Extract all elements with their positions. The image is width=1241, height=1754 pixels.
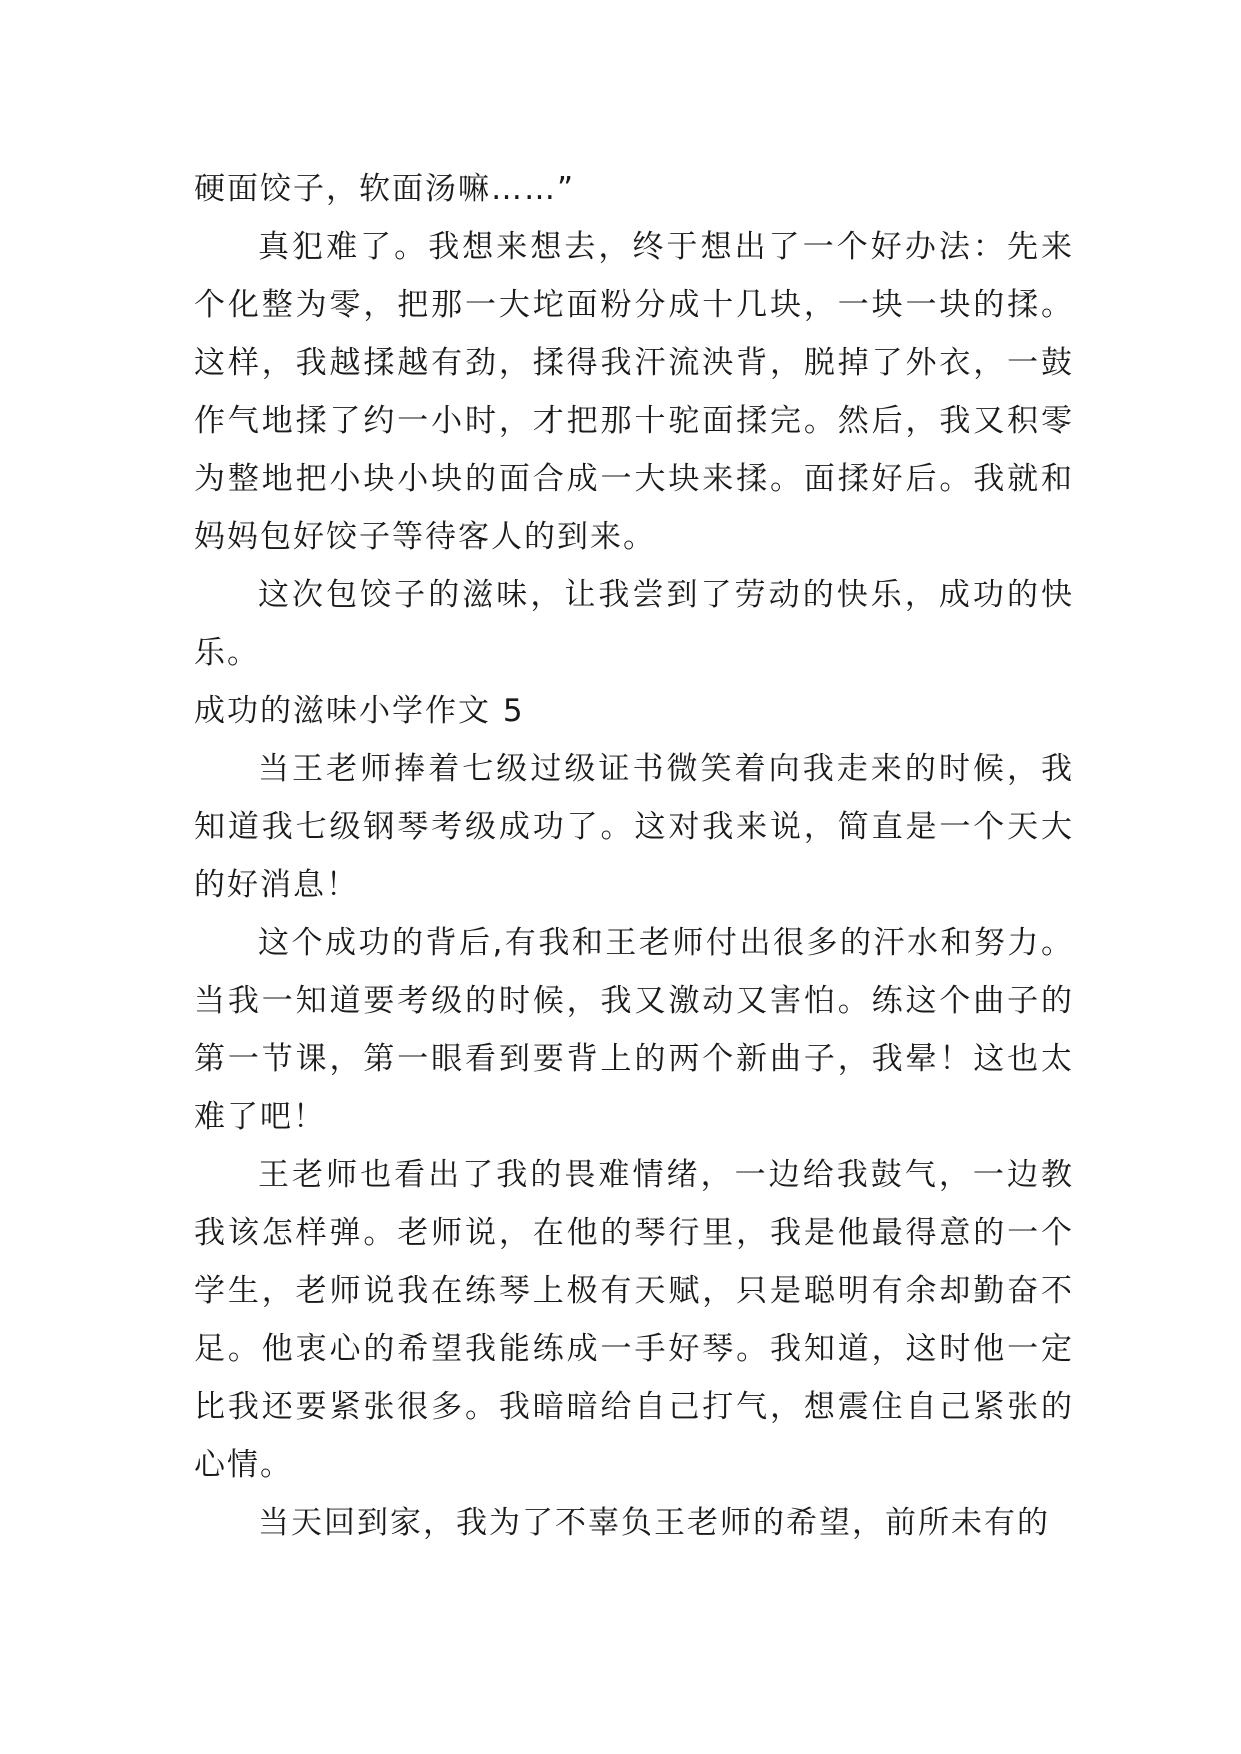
paragraph: 真犯难了。我想来想去，终于想出了一个好办法：先来个化整为零，把那一大坨面粉分成十几块，一块一块的揉。这样，我越揉越有劲，揉得我汗流泱背，脱掉了外衣，一鼓作气地揉了约一小时，才把那十驼面揉完。然后，我又积零为整地把小块小块的面合成一大块来揉。面揉好后。我就和妈妈包好饺子等待客人的到来。 — [194, 229, 1074, 555]
section-heading: 成功的滋味小学作文 5 — [194, 693, 525, 729]
paragraph: 当天回到家，我为了不辜负王老师的希望，前所未有的 — [258, 1505, 1050, 1541]
paragraph: 当王老师捧着七级过级证书微笑着向我走来的时候，我知道我七级钢琴考级成功了。这对我来说，简直是一个天大的好消息！ — [194, 751, 1074, 903]
paragraph: 这个成功的背后,有我和王老师付出很多的汗水和努力。当我一知道要考级的时候，我又激动又害怕。练这个曲子的第一节课，第一眼看到要背上的两个新曲子，我晕！这也太难了吧！ — [194, 925, 1074, 1135]
paragraph: 这次包饺子的滋味，让我尝到了劳动的快乐，成功的快乐。 — [194, 577, 1074, 671]
paragraph: 王老师也看出了我的畏难情绪，一边给我鼓气，一边教我该怎样弹。老师说，在他的琴行里，我是他最得意的一个学生，老师说我在练琴上极有天赋，只是聪明有余却勤奋不足。他衷心的希望我能练成一手好琴。我知道，这时他一定比我还要紧张很多。我暗暗给自己打气，想震住自己紧张的心情。 — [194, 1157, 1074, 1483]
document-body — [194, 160, 1074, 1552]
paragraph: 硬面饺子，软面汤嘛……” — [194, 171, 576, 207]
